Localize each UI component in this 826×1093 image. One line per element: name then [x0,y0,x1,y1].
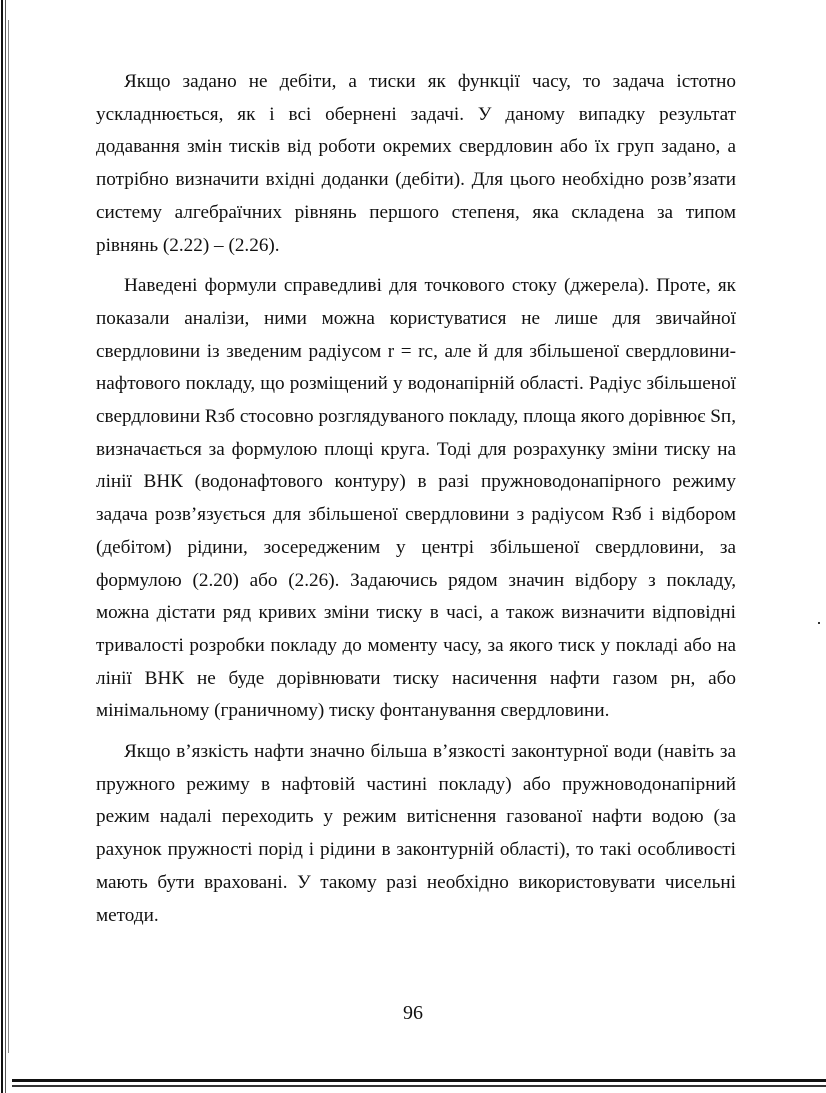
page-number: 96 [403,1002,423,1024]
scan-bottom-border [0,1079,826,1093]
paragraph-1: Якщо задано не дебіти, а тиски як функції часу, то задача істотно ускладнюється, як і всі обернені задачі. У даному випадку результат додавання змін тисків від роботи окремих свердловин або їх груп задано, а потрібно визначити вхідні доданки (дебіти). Для цього необхідно розв’язати систему алгебраїчних рівнянь першого степеня, яка складена за типом рівнянь (2.22) – (2.26). [96,71,736,256]
paragraph-2: Наведені формули справедливі для точкового стоку (джерела). Проте, як показали аналізи, ними можна користуватися не лише для звичайної свердловини із зведеним радіусом r = rс, але й для збільшеної свердловини-нафтового покладу, що розміщений у водонапірній області. Радіус збільшеної свердловини Rзб стосовно розглядуваного покладу, площа якого дорівнює Sп, визначається за формулою площі круга. Тоді для розрахунку зміни тиску на лінії ВНК (водонафтового контуру) в разі пружноводонапірного режиму задача розв’язується для збільшеної свердловини з радіусом Rзб і відбором (дебітом) рідини, зосередженим у центрі збільшеної свердловини, за формулою (2.20) або (2.26). Задаючись рядом значин відбору з покладу, можна дістати ряд кривих зміни тиску в часі, а також визначити відповідні тривалості розробки покладу до моменту часу, за якого тиск у покладі або на лінії ВНК не буде дорівнювати тиску насичення нафти газом pн, або мінімальному (граничному) тиску фонтанування свердловини. [96,275,736,722]
paragraph-3: Якщо в’язкість нафти значно більша в’язкості законтурної води (навіть за пружного режиму в нафтовій частині покладу) або пружноводонапірний режим надалі переходить у режим витіснення газованої нафти водою (за рахунок пружності порід і рідини в законтурній області), то такі особливості мають бути враховані. У такому разі необхідно використовувати чисельні методи. [96,741,736,926]
scan-left-border [0,0,10,1093]
page-body [96,66,736,940]
scan-speck [818,622,820,624]
